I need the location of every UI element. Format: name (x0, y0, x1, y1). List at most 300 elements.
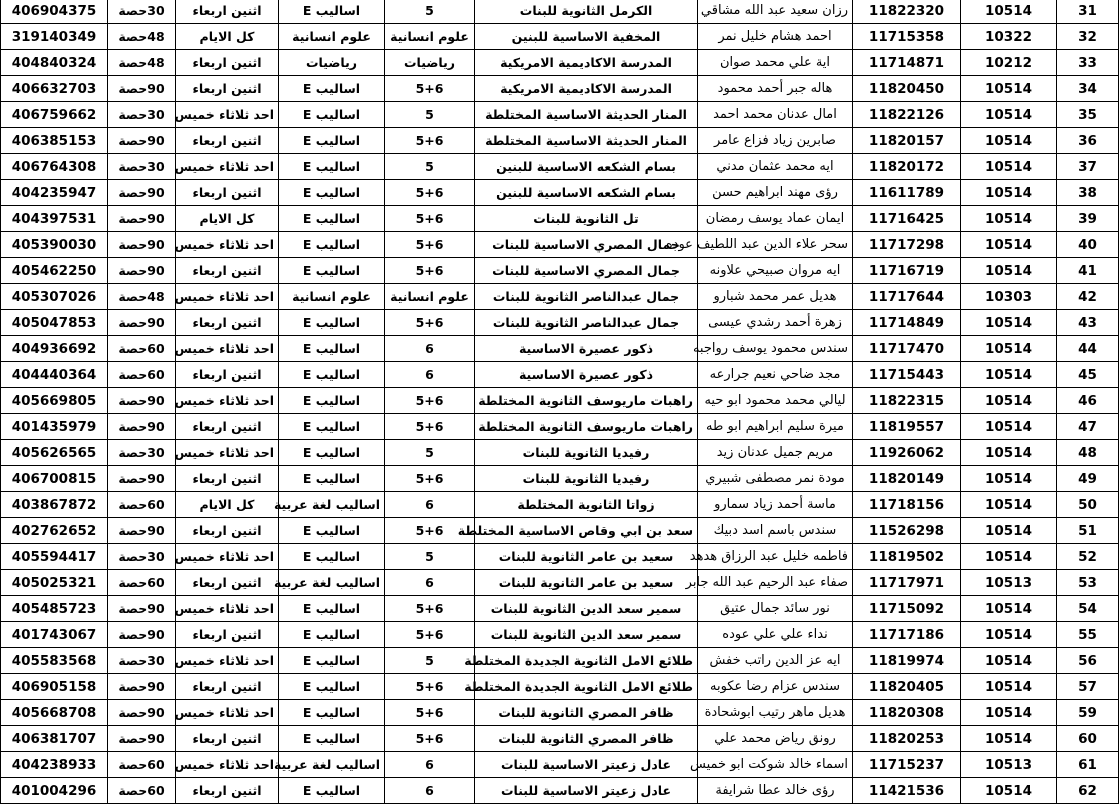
school-cell[interactable]: المنار الحديثة الاساسية المختلطة (475, 128, 698, 154)
seq-cell[interactable]: 57 (1057, 674, 1119, 700)
days-cell[interactable]: اثنين اربعاء (176, 50, 279, 76)
quota-cell[interactable]: 90حصة (108, 128, 176, 154)
quota-cell[interactable]: 30حصة (108, 440, 176, 466)
course-cell[interactable]: 5 (385, 0, 475, 24)
school-cell[interactable]: سمير سعد الدين الثانوية للبنات (475, 622, 698, 648)
code-cell[interactable]: 10514 (961, 518, 1057, 544)
days-cell[interactable]: احد ثلاثاء خميس (176, 544, 279, 570)
name-cell[interactable]: فاطمه خليل عبد الرزاق هدهد (698, 544, 853, 570)
id-cell[interactable]: 405462250 (1, 258, 108, 284)
name-cell[interactable]: سحر علاء الدين عبد اللطيف عوده (698, 232, 853, 258)
id-cell[interactable]: 405485723 (1, 596, 108, 622)
seq-cell[interactable]: 47 (1057, 414, 1119, 440)
seq-cell[interactable]: 40 (1057, 232, 1119, 258)
course-cell[interactable]: 5+6 (385, 258, 475, 284)
course-cell[interactable]: 5+6 (385, 518, 475, 544)
code-cell[interactable]: 10514 (961, 232, 1057, 258)
id-cell[interactable]: 404235947 (1, 180, 108, 206)
id-cell[interactable]: 405668708 (1, 700, 108, 726)
days-cell[interactable]: اثنين اربعاء (176, 414, 279, 440)
school-cell[interactable]: رفيديا الثانوية للبنات (475, 466, 698, 492)
school-cell[interactable]: المخفية الاساسية للبنين (475, 24, 698, 50)
code-cell[interactable]: 10514 (961, 180, 1057, 206)
subject-cell[interactable]: اساليب E (279, 622, 385, 648)
course-cell[interactable]: 5+6 (385, 596, 475, 622)
subject-cell[interactable]: رياضيات (279, 50, 385, 76)
number-cell[interactable]: 11820149 (853, 466, 961, 492)
id-cell[interactable]: 403867872 (1, 492, 108, 518)
name-cell[interactable]: اسماء خالد شوكت ابو خميس (698, 752, 853, 778)
school-cell[interactable]: عادل زعيتر الاساسية للبنات (475, 778, 698, 804)
subject-cell[interactable]: اساليب E (279, 154, 385, 180)
code-cell[interactable]: 10514 (961, 154, 1057, 180)
seq-cell[interactable]: 38 (1057, 180, 1119, 206)
subject-cell[interactable]: اساليب E (279, 180, 385, 206)
school-cell[interactable]: المدرسة الاكاديمية الامريكية (475, 76, 698, 102)
days-cell[interactable]: احد ثلاثاء خميس (176, 284, 279, 310)
quota-cell[interactable]: 48حصة (108, 50, 176, 76)
quota-cell[interactable]: 60حصة (108, 492, 176, 518)
name-cell[interactable]: رونق رياض محمد علي (698, 726, 853, 752)
seq-cell[interactable]: 34 (1057, 76, 1119, 102)
code-cell[interactable]: 10514 (961, 726, 1057, 752)
quota-cell[interactable]: 30حصة (108, 648, 176, 674)
subject-cell[interactable]: اساليب E (279, 232, 385, 258)
number-cell[interactable]: 11717971 (853, 570, 961, 596)
subject-cell[interactable]: اساليب E (279, 336, 385, 362)
code-cell[interactable]: 10514 (961, 362, 1057, 388)
quota-cell[interactable]: 30حصة (108, 544, 176, 570)
name-cell[interactable]: ايه محمد عثمان مدني (698, 154, 853, 180)
seq-cell[interactable]: 42 (1057, 284, 1119, 310)
name-cell[interactable]: ايه مروان صبيحي علاونه (698, 258, 853, 284)
course-cell[interactable]: علوم انسانية (385, 284, 475, 310)
subject-cell[interactable]: اساليب E (279, 102, 385, 128)
name-cell[interactable]: سندس محمود يوسف رواجبه (698, 336, 853, 362)
subject-cell[interactable]: اساليب E (279, 674, 385, 700)
seq-cell[interactable]: 31 (1057, 0, 1119, 24)
school-cell[interactable]: ظافر المصري الثانوية للبنات (475, 700, 698, 726)
number-cell[interactable]: 11714871 (853, 50, 961, 76)
subject-cell[interactable]: اساليب لغة عربية (279, 492, 385, 518)
id-cell[interactable]: 402762652 (1, 518, 108, 544)
id-cell[interactable]: 406700815 (1, 466, 108, 492)
quota-cell[interactable]: 90حصة (108, 388, 176, 414)
id-cell[interactable]: 404238933 (1, 752, 108, 778)
code-cell[interactable]: 10514 (961, 310, 1057, 336)
days-cell[interactable]: احد ثلاثاء خميس (176, 336, 279, 362)
course-cell[interactable]: 5+6 (385, 206, 475, 232)
school-cell[interactable]: زواتا الثانوية المختلطة (475, 492, 698, 518)
course-cell[interactable]: 5+6 (385, 466, 475, 492)
seq-cell[interactable]: 62 (1057, 778, 1119, 804)
number-cell[interactable]: 11820253 (853, 726, 961, 752)
days-cell[interactable]: اثنين اربعاء (176, 258, 279, 284)
school-cell[interactable]: سعيد بن عامر الثانوية للبنات (475, 544, 698, 570)
days-cell[interactable]: اثنين اربعاء (176, 570, 279, 596)
name-cell[interactable]: رؤى خالد عطا شرايفة (698, 778, 853, 804)
name-cell[interactable]: امال عدنان محمد احمد (698, 102, 853, 128)
days-cell[interactable]: اثنين اربعاء (176, 362, 279, 388)
subject-cell[interactable]: اساليب E (279, 544, 385, 570)
quota-cell[interactable]: 60حصة (108, 752, 176, 778)
id-cell[interactable]: 401435979 (1, 414, 108, 440)
name-cell[interactable]: نداء علي علي عوده (698, 622, 853, 648)
id-cell[interactable]: 405594417 (1, 544, 108, 570)
days-cell[interactable]: احد ثلاثاء خميس (176, 102, 279, 128)
code-cell[interactable]: 10322 (961, 24, 1057, 50)
subject-cell[interactable]: اساليب E (279, 0, 385, 24)
subject-cell[interactable]: اساليب E (279, 596, 385, 622)
quota-cell[interactable]: 30حصة (108, 154, 176, 180)
subject-cell[interactable]: اساليب E (279, 518, 385, 544)
school-cell[interactable]: تل الثانوية للبنات (475, 206, 698, 232)
school-cell[interactable]: المدرسة الاكاديمية الامريكية (475, 50, 698, 76)
quota-cell[interactable]: 90حصة (108, 232, 176, 258)
code-cell[interactable]: 10513 (961, 570, 1057, 596)
code-cell[interactable]: 10514 (961, 622, 1057, 648)
quota-cell[interactable]: 60حصة (108, 336, 176, 362)
number-cell[interactable]: 11820308 (853, 700, 961, 726)
name-cell[interactable]: نور سائد جمال عتيق (698, 596, 853, 622)
code-cell[interactable]: 10514 (961, 336, 1057, 362)
seq-cell[interactable]: 41 (1057, 258, 1119, 284)
number-cell[interactable]: 11714849 (853, 310, 961, 336)
name-cell[interactable]: هديل عمر محمد شبارو (698, 284, 853, 310)
id-cell[interactable]: 405390030 (1, 232, 108, 258)
number-cell[interactable]: 11715443 (853, 362, 961, 388)
id-cell[interactable]: 406381707 (1, 726, 108, 752)
subject-cell[interactable]: اساليب E (279, 700, 385, 726)
school-cell[interactable]: راهبات ماريوسف الثانوية المختلطة (475, 414, 698, 440)
subject-cell[interactable]: اساليب E (279, 726, 385, 752)
days-cell[interactable]: اثنين اربعاء (176, 778, 279, 804)
quota-cell[interactable]: 90حصة (108, 674, 176, 700)
course-cell[interactable]: 5+6 (385, 700, 475, 726)
seq-cell[interactable]: 36 (1057, 128, 1119, 154)
code-cell[interactable]: 10514 (961, 388, 1057, 414)
school-cell[interactable]: جمال المصري الاساسية للبنات (475, 258, 698, 284)
course-cell[interactable]: 5+6 (385, 726, 475, 752)
code-cell[interactable]: 10514 (961, 0, 1057, 24)
school-cell[interactable]: بسام الشكعه الاساسية للبنين (475, 154, 698, 180)
days-cell[interactable]: اثنين اربعاء (176, 726, 279, 752)
seq-cell[interactable]: 56 (1057, 648, 1119, 674)
id-cell[interactable]: 405669805 (1, 388, 108, 414)
id-cell[interactable]: 401743067 (1, 622, 108, 648)
quota-cell[interactable]: 90حصة (108, 726, 176, 752)
name-cell[interactable]: رؤى مهند ابراهيم حسن (698, 180, 853, 206)
subject-cell[interactable]: اساليب E (279, 310, 385, 336)
code-cell[interactable]: 10514 (961, 596, 1057, 622)
seq-cell[interactable]: 51 (1057, 518, 1119, 544)
code-cell[interactable]: 10212 (961, 50, 1057, 76)
code-cell[interactable]: 10514 (961, 466, 1057, 492)
subject-cell[interactable]: اساليب E (279, 466, 385, 492)
seq-cell[interactable]: 44 (1057, 336, 1119, 362)
days-cell[interactable]: اثنين اربعاء (176, 310, 279, 336)
code-cell[interactable]: 10513 (961, 752, 1057, 778)
course-cell[interactable]: 5+6 (385, 180, 475, 206)
school-cell[interactable]: بسام الشكعه الاساسية للبنين (475, 180, 698, 206)
subject-cell[interactable]: اساليب E (279, 414, 385, 440)
number-cell[interactable]: 11421536 (853, 778, 961, 804)
id-cell[interactable]: 406764308 (1, 154, 108, 180)
course-cell[interactable]: رياضيات (385, 50, 475, 76)
quota-cell[interactable]: 90حصة (108, 206, 176, 232)
days-cell[interactable]: اثنين اربعاء (176, 128, 279, 154)
seq-cell[interactable]: 45 (1057, 362, 1119, 388)
days-cell[interactable]: احد ثلاثاء خميس (176, 232, 279, 258)
id-cell[interactable]: 319140349 (1, 24, 108, 50)
days-cell[interactable]: احد ثلاثاء خميس (176, 388, 279, 414)
name-cell[interactable]: زهرة أحمد رشدي عيسى (698, 310, 853, 336)
course-cell[interactable]: 6 (385, 492, 475, 518)
subject-cell[interactable]: اساليب E (279, 440, 385, 466)
quota-cell[interactable]: 90حصة (108, 414, 176, 440)
id-cell[interactable]: 406905158 (1, 674, 108, 700)
name-cell[interactable]: رزان سعيد عبد الله مشاقي (698, 0, 853, 24)
subject-cell[interactable]: اساليب E (279, 76, 385, 102)
name-cell[interactable]: اية علي محمد صوان (698, 50, 853, 76)
days-cell[interactable]: كل الايام (176, 24, 279, 50)
code-cell[interactable]: 10514 (961, 492, 1057, 518)
number-cell[interactable]: 11819974 (853, 648, 961, 674)
name-cell[interactable]: هديل ماهر رتيب ابوشحادة (698, 700, 853, 726)
subject-cell[interactable]: اساليب E (279, 128, 385, 154)
code-cell[interactable]: 10514 (961, 206, 1057, 232)
course-cell[interactable]: 6 (385, 336, 475, 362)
school-cell[interactable]: طلائع الامل الثانوية الجديدة المختلطة (475, 674, 698, 700)
code-cell[interactable]: 10514 (961, 128, 1057, 154)
number-cell[interactable]: 11926062 (853, 440, 961, 466)
quota-cell[interactable]: 60حصة (108, 778, 176, 804)
quota-cell[interactable]: 60حصة (108, 570, 176, 596)
seq-cell[interactable]: 60 (1057, 726, 1119, 752)
name-cell[interactable]: سندس عزام رضا عكوبه (698, 674, 853, 700)
seq-cell[interactable]: 54 (1057, 596, 1119, 622)
seq-cell[interactable]: 52 (1057, 544, 1119, 570)
id-cell[interactable]: 406385153 (1, 128, 108, 154)
seq-cell[interactable]: 55 (1057, 622, 1119, 648)
school-cell[interactable]: جمال المصري الاساسية للبنات (475, 232, 698, 258)
school-cell[interactable]: عادل زعيتر الاساسية للبنات (475, 752, 698, 778)
seq-cell[interactable]: 61 (1057, 752, 1119, 778)
course-cell[interactable]: 6 (385, 570, 475, 596)
code-cell[interactable]: 10514 (961, 674, 1057, 700)
number-cell[interactable]: 11820405 (853, 674, 961, 700)
id-cell[interactable]: 404397531 (1, 206, 108, 232)
id-cell[interactable]: 405047853 (1, 310, 108, 336)
name-cell[interactable]: هاله جبر أحمد محمود (698, 76, 853, 102)
school-cell[interactable]: سعيد بن عامر الثانوية للبنات (475, 570, 698, 596)
number-cell[interactable]: 11717186 (853, 622, 961, 648)
number-cell[interactable]: 11715358 (853, 24, 961, 50)
subject-cell[interactable]: اساليب لغة عربية (279, 570, 385, 596)
course-cell[interactable]: 5+6 (385, 622, 475, 648)
number-cell[interactable]: 11716719 (853, 258, 961, 284)
number-cell[interactable]: 11718156 (853, 492, 961, 518)
number-cell[interactable]: 11717644 (853, 284, 961, 310)
subject-cell[interactable]: علوم انسانية (279, 284, 385, 310)
number-cell[interactable]: 11822315 (853, 388, 961, 414)
course-cell[interactable]: 5+6 (385, 310, 475, 336)
seq-cell[interactable]: 35 (1057, 102, 1119, 128)
code-cell[interactable]: 10514 (961, 102, 1057, 128)
days-cell[interactable]: كل الايام (176, 492, 279, 518)
quota-cell[interactable]: 90حصة (108, 310, 176, 336)
seq-cell[interactable]: 32 (1057, 24, 1119, 50)
number-cell[interactable]: 11820172 (853, 154, 961, 180)
course-cell[interactable]: 5+6 (385, 232, 475, 258)
subject-cell[interactable]: اساليب لغة عربية (279, 752, 385, 778)
code-cell[interactable]: 10514 (961, 258, 1057, 284)
code-cell[interactable]: 10514 (961, 700, 1057, 726)
course-cell[interactable]: 5+6 (385, 76, 475, 102)
quota-cell[interactable]: 90حصة (108, 700, 176, 726)
id-cell[interactable]: 406904375 (1, 0, 108, 24)
subject-cell[interactable]: اساليب E (279, 258, 385, 284)
course-cell[interactable]: 5+6 (385, 388, 475, 414)
id-cell[interactable]: 405626565 (1, 440, 108, 466)
name-cell[interactable]: احمد هشام خليل نمر (698, 24, 853, 50)
id-cell[interactable]: 404440364 (1, 362, 108, 388)
quota-cell[interactable]: 90حصة (108, 466, 176, 492)
school-cell[interactable]: ذكور عصيرة الاساسية (475, 362, 698, 388)
quota-cell[interactable]: 90حصة (108, 76, 176, 102)
number-cell[interactable]: 11716425 (853, 206, 961, 232)
school-cell[interactable]: جمال عبدالناصر الثانوية للبنات (475, 310, 698, 336)
days-cell[interactable]: احد ثلاثاء خميس (176, 752, 279, 778)
code-cell[interactable]: 10514 (961, 778, 1057, 804)
id-cell[interactable]: 406759662 (1, 102, 108, 128)
course-cell[interactable]: 5 (385, 544, 475, 570)
quota-cell[interactable]: 90حصة (108, 622, 176, 648)
name-cell[interactable]: مودة نمر مصطفى شبيري (698, 466, 853, 492)
seq-cell[interactable]: 33 (1057, 50, 1119, 76)
id-cell[interactable]: 401004296 (1, 778, 108, 804)
course-cell[interactable]: 5 (385, 440, 475, 466)
code-cell[interactable]: 10514 (961, 440, 1057, 466)
number-cell[interactable]: 11717470 (853, 336, 961, 362)
days-cell[interactable]: اثنين اربعاء (176, 466, 279, 492)
school-cell[interactable]: راهبات ماريوسف الثانوية المختلطة (475, 388, 698, 414)
days-cell[interactable]: اثنين اربعاء (176, 0, 279, 24)
days-cell[interactable]: احد ثلاثاء خميس (176, 700, 279, 726)
days-cell[interactable]: احد ثلاثاء خميس (176, 154, 279, 180)
name-cell[interactable]: ايه عز الدين راتب خفش (698, 648, 853, 674)
days-cell[interactable]: كل الايام (176, 206, 279, 232)
name-cell[interactable]: سندس باسم اسد دبيك (698, 518, 853, 544)
name-cell[interactable]: ايمان عماد يوسف رمضان (698, 206, 853, 232)
seq-cell[interactable]: 53 (1057, 570, 1119, 596)
name-cell[interactable]: مجد ضاحي نعيم جرارعه (698, 362, 853, 388)
id-cell[interactable]: 405583568 (1, 648, 108, 674)
course-cell[interactable]: 5+6 (385, 128, 475, 154)
code-cell[interactable]: 10514 (961, 414, 1057, 440)
code-cell[interactable]: 10514 (961, 544, 1057, 570)
subject-cell[interactable]: اساليب E (279, 388, 385, 414)
school-cell[interactable]: سعد بن ابي وقاص الاساسية المختلطة (475, 518, 698, 544)
name-cell[interactable]: ميرة سليم ابراهيم ابو طه (698, 414, 853, 440)
code-cell[interactable]: 10514 (961, 76, 1057, 102)
school-cell[interactable]: طلائع الامل الثانوية الجديدة المختلطة (475, 648, 698, 674)
name-cell[interactable]: مريم جميل عدنان زيد (698, 440, 853, 466)
subject-cell[interactable]: اساليب E (279, 778, 385, 804)
seq-cell[interactable]: 39 (1057, 206, 1119, 232)
school-cell[interactable]: ظافر المصري الثانوية للبنات (475, 726, 698, 752)
seq-cell[interactable]: 43 (1057, 310, 1119, 336)
course-cell[interactable]: 5 (385, 648, 475, 674)
id-cell[interactable]: 404840324 (1, 50, 108, 76)
name-cell[interactable]: ليالي محمد محمود ابو حيه (698, 388, 853, 414)
number-cell[interactable]: 11611789 (853, 180, 961, 206)
code-cell[interactable]: 10303 (961, 284, 1057, 310)
days-cell[interactable]: احد ثلاثاء خميس (176, 596, 279, 622)
course-cell[interactable]: 5 (385, 154, 475, 180)
seq-cell[interactable]: 50 (1057, 492, 1119, 518)
id-cell[interactable]: 406632703 (1, 76, 108, 102)
id-cell[interactable]: 404936692 (1, 336, 108, 362)
days-cell[interactable]: اثنين اربعاء (176, 518, 279, 544)
course-cell[interactable]: 5+6 (385, 674, 475, 700)
days-cell[interactable]: اثنين اربعاء (176, 622, 279, 648)
subject-cell[interactable]: علوم انسانية (279, 24, 385, 50)
seq-cell[interactable]: 49 (1057, 466, 1119, 492)
course-cell[interactable]: 6 (385, 752, 475, 778)
number-cell[interactable]: 11822320 (853, 0, 961, 24)
number-cell[interactable]: 11526298 (853, 518, 961, 544)
quota-cell[interactable]: 60حصة (108, 362, 176, 388)
course-cell[interactable]: 5 (385, 102, 475, 128)
quota-cell[interactable]: 48حصة (108, 24, 176, 50)
subject-cell[interactable]: اساليب E (279, 206, 385, 232)
number-cell[interactable]: 11717298 (853, 232, 961, 258)
quota-cell[interactable]: 30حصة (108, 102, 176, 128)
name-cell[interactable]: صفاء عبد الرحيم عبد الله جابر (698, 570, 853, 596)
school-cell[interactable]: رفيديا الثانوية للبنات (475, 440, 698, 466)
days-cell[interactable]: احد ثلاثاء خميس (176, 440, 279, 466)
id-cell[interactable]: 405025321 (1, 570, 108, 596)
subject-cell[interactable]: اساليب E (279, 648, 385, 674)
subject-cell[interactable]: اساليب E (279, 362, 385, 388)
seq-cell[interactable]: 46 (1057, 388, 1119, 414)
days-cell[interactable]: اثنين اربعاء (176, 180, 279, 206)
number-cell[interactable]: 11715237 (853, 752, 961, 778)
id-cell[interactable]: 405307026 (1, 284, 108, 310)
quota-cell[interactable]: 48حصة (108, 284, 176, 310)
number-cell[interactable]: 11822126 (853, 102, 961, 128)
course-cell[interactable]: علوم انسانية (385, 24, 475, 50)
seq-cell[interactable]: 48 (1057, 440, 1119, 466)
school-cell[interactable]: الكرمل الثانوية للبنات (475, 0, 698, 24)
school-cell[interactable]: سمير سعد الدين الثانوية للبنات (475, 596, 698, 622)
quota-cell[interactable]: 90حصة (108, 596, 176, 622)
name-cell[interactable]: صابرين زياد فزاع عامر (698, 128, 853, 154)
quota-cell[interactable]: 90حصة (108, 518, 176, 544)
quota-cell[interactable]: 30حصة (108, 0, 176, 24)
seq-cell[interactable]: 59 (1057, 700, 1119, 726)
quota-cell[interactable]: 90حصة (108, 258, 176, 284)
course-cell[interactable]: 6 (385, 778, 475, 804)
number-cell[interactable]: 11819502 (853, 544, 961, 570)
number-cell[interactable]: 11820450 (853, 76, 961, 102)
school-cell[interactable]: جمال عبدالناصر الثانوية للبنات (475, 284, 698, 310)
days-cell[interactable]: اثنين اربعاء (176, 674, 279, 700)
number-cell[interactable]: 11820157 (853, 128, 961, 154)
days-cell[interactable]: اثنين اربعاء (176, 76, 279, 102)
school-cell[interactable]: المنار الحديثة الاساسية المختلطة (475, 102, 698, 128)
